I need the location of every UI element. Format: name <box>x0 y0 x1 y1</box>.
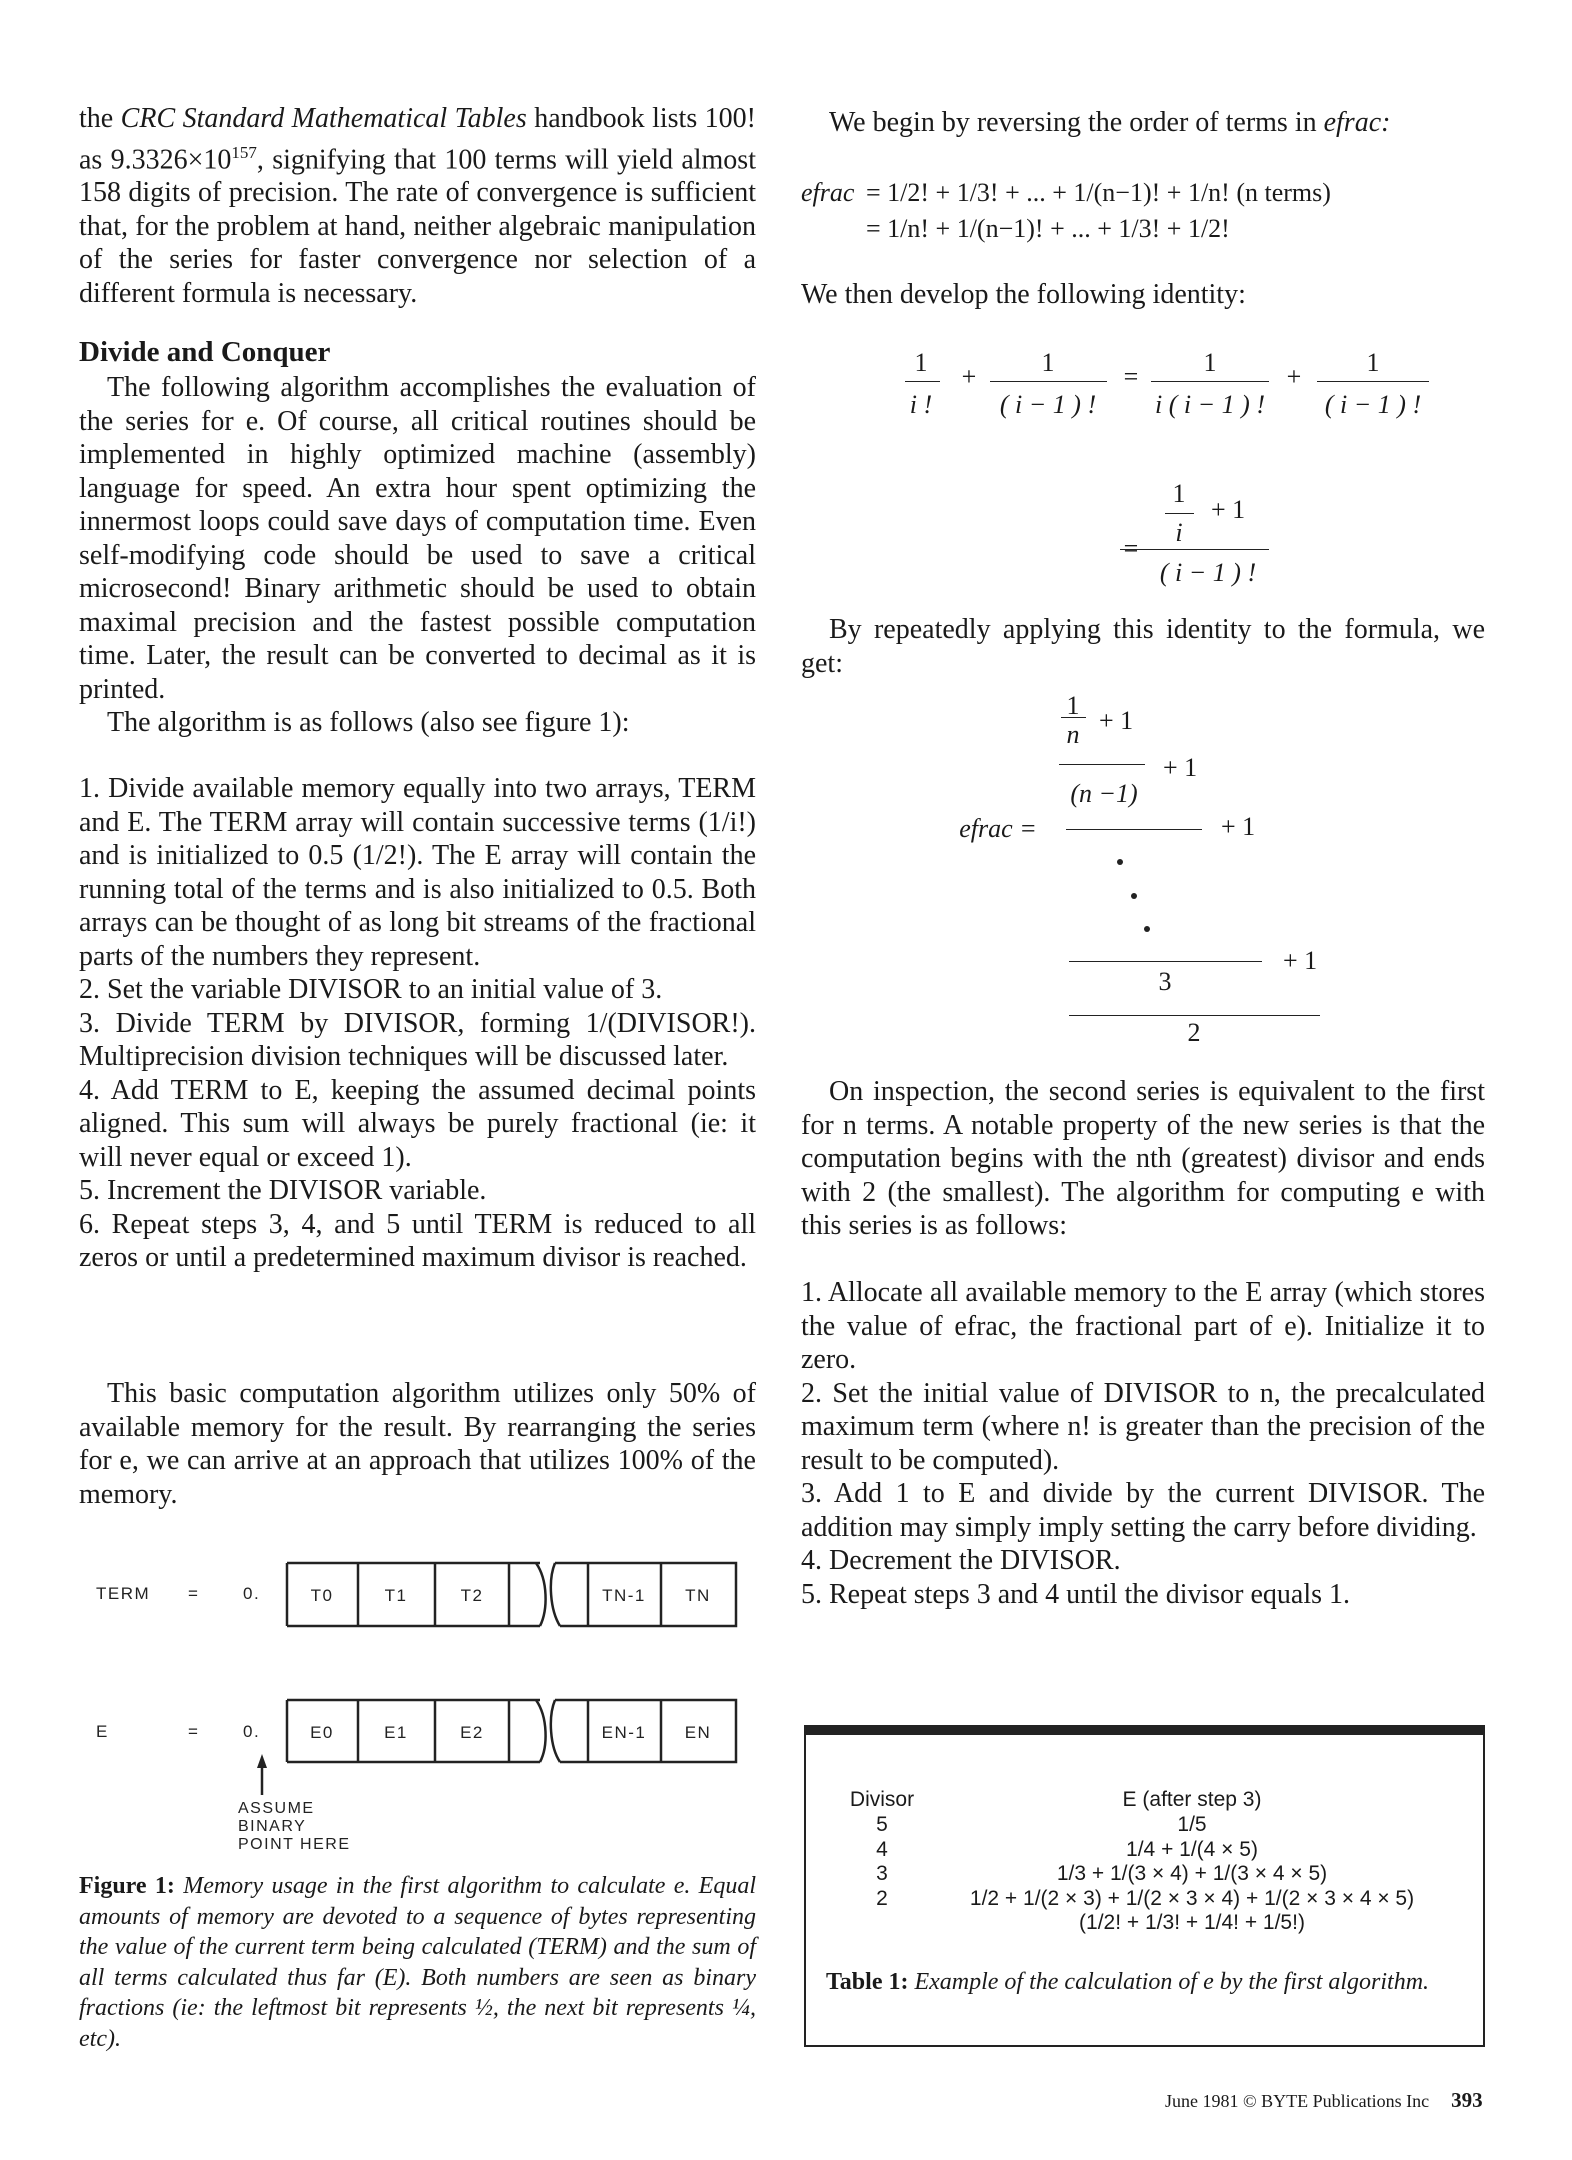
paragraph-follows: The algorithm is as follows (also see figure 1): <box>107 707 630 738</box>
section-heading: Divide and Conquer <box>79 336 331 368</box>
text: handbook lists 100! as 9.3326×10 <box>79 103 756 175</box>
denominator: ( i − 1 ) ! <box>999 390 1097 419</box>
e-label: E <box>96 1722 109 1741</box>
denominator: i ( i − 1 ) ! <box>1155 390 1265 419</box>
numerator: 1 <box>1366 348 1380 377</box>
denominator: (n −1) <box>1070 779 1138 808</box>
term-cell: TN <box>685 1586 711 1605</box>
table-cell: 1/4 + 1/(4 × 5) <box>1126 1838 1258 1861</box>
denominator: i ! <box>909 390 933 419</box>
plus-one: + 1 <box>1211 495 1246 524</box>
fraction-bar <box>1120 549 1269 550</box>
figure-caption-label: Figure 1: <box>79 1873 175 1899</box>
term-cell: T2 <box>460 1586 484 1605</box>
ellipsis-dot <box>1117 859 1123 865</box>
term-cell: TN-1 <box>602 1586 646 1605</box>
step-item: 2. Set the variable DIVISOR to an initial value of 3. <box>79 974 663 1005</box>
binary-point-note: ASSUME <box>238 1800 315 1817</box>
denominator: ( i − 1 ) ! <box>1159 558 1257 587</box>
efrac-term: efrac: <box>1323 107 1391 138</box>
numerator: 1 <box>1066 691 1080 720</box>
e-cell: EN <box>684 1723 712 1742</box>
fraction-bar <box>1061 717 1086 718</box>
table-cell: 4 <box>876 1838 888 1861</box>
fraction-bar <box>990 381 1107 382</box>
memory-diagram <box>0 0 800 1870</box>
numerator: 1 <box>1172 479 1186 508</box>
page-footer <box>1165 2088 1483 2113</box>
table-cell: (1/2! + 1/3! + 1/4! + 1/5!) <box>1079 1911 1305 1934</box>
fraction-bar <box>1069 1015 1320 1016</box>
plus-sign: + <box>1286 362 1302 391</box>
step-item: 4. Add TERM to E, keeping the assumed decimal points aligned. This sum will always be purely fractional (ie: it will never equal or exceed 1). <box>79 1074 756 1173</box>
efrac-label: efrac = <box>959 814 1037 843</box>
ellipsis-dot <box>1131 893 1137 899</box>
zero-point: 0. <box>243 1722 261 1741</box>
term-cell: T1 <box>384 1586 408 1605</box>
table-caption-label: Table 1: <box>826 1969 909 1995</box>
fraction-bar <box>1165 513 1194 514</box>
plus-one: + 1 <box>1163 753 1198 782</box>
table-header-divisor: Divisor <box>849 1788 915 1811</box>
equals-sign: = <box>188 1722 200 1741</box>
denominator: 3 <box>1158 967 1172 996</box>
paragraph-reverse <box>801 106 1485 140</box>
fraction-bar <box>905 381 940 382</box>
plus-one: + 1 <box>1099 706 1134 735</box>
step-item: 5. Repeat steps 3 and 4 until the divisor equals 1. <box>801 1578 1351 1610</box>
book-title: CRC Standard Mathematical Tables <box>120 103 527 134</box>
numerator: 1 <box>914 348 928 377</box>
step-item: 3. Add 1 to E and divide by the current DIVISOR. The addition may simply imply setting the carry before dividing. <box>801 1478 1485 1543</box>
equals-sign: = <box>1123 534 1139 563</box>
equation-line-1: = 1/2! + 1/3! + ... + 1/(n−1)! + 1/n! (n terms) <box>866 178 1331 207</box>
step-item: 3. Divide TERM by DIVISOR, forming 1/(DIVISOR!). Multiprecision division techniques will be discussed later. <box>79 1007 756 1072</box>
binary-point-note: POINT HERE <box>238 1836 351 1853</box>
equals-sign: = <box>1123 362 1139 391</box>
plus-one: + 1 <box>1283 946 1318 975</box>
table-header-e: E (after step 3) <box>1122 1788 1262 1811</box>
paragraph-algorithm: The following algorithm accomplishes the evaluation of the series for e. Of course, all critical routines should be implemented in highly optimized machine (assembly) language for speed. An extra hour spent optimizing the innermost loops could save days of computation time. Even self-modifying code should be used to save a critical microsecond! Binary arithmetic should be used to obtain maximal precision and the fastest possible computation time. Later, the result can be converted to decimal as it is printed. <box>79 372 756 705</box>
table-cell: 1/5 <box>1177 1813 1207 1836</box>
step-item: 4. Decrement the DIVISOR. <box>801 1545 1121 1576</box>
fraction-bar <box>1317 381 1429 382</box>
denominator: ( i − 1 ) ! <box>1324 390 1422 419</box>
step-item: 5. Increment the DIVISOR variable. <box>79 1175 487 1206</box>
plus-sign: + <box>961 362 977 391</box>
term-label: TERM <box>96 1584 151 1603</box>
zero-point: 0. <box>243 1584 261 1603</box>
table-caption <box>826 1967 1469 1997</box>
fraction-bar <box>1066 829 1202 830</box>
equation-line-2: = 1/n! + 1/(n−1)! + ... + 1/3! + 1/2! <box>866 214 1230 243</box>
table-cell: 2 <box>876 1887 888 1910</box>
term-cell: T0 <box>310 1586 334 1605</box>
exponent: 157 <box>231 142 257 162</box>
paragraph-memory: This basic computation algorithm utilizes only 50% of available memory for the result. By rearranging the series for e, we can arrive at an approach that utilizes 100% of the memory. <box>79 1378 756 1510</box>
step-item: 2. Set the initial value of DIVISOR to n, the precalculated maximum term (where n! is greater than the precision of the result to be computed). <box>801 1377 1485 1476</box>
table-cell: 3 <box>876 1862 888 1885</box>
numerator: 1 <box>1203 348 1217 377</box>
paragraph-repeat: By repeatedly applying this identity to the formula, we get: <box>801 614 1485 679</box>
e-cell: EN-1 <box>601 1723 647 1742</box>
fraction-bar <box>1151 381 1269 382</box>
numerator: 1 <box>1041 348 1055 377</box>
fraction-bar <box>1069 961 1262 962</box>
figure-caption-text: Memory usage in the first algorithm to calculate e. Equal amounts of memory are devoted to a sequence of bytes representing the value of the current term being calculated (TERM) and the sum of all terms calculated thus far (E). Both numbers are seen as binary fractions (ie: the leftmost bit represents ½, the next bit represents ¼, etc). <box>79 1873 757 2052</box>
denominator: 2 <box>1187 1018 1201 1047</box>
step-item: 1. Allocate all available memory to the E array (which stores the value of efrac, the fractional part of e). Initialize it to zero. <box>801 1277 1485 1375</box>
fraction-bar <box>1059 764 1145 765</box>
equals-sign: = <box>188 1584 200 1603</box>
e-cell: E1 <box>384 1723 408 1742</box>
e-cell: E2 <box>460 1723 484 1742</box>
table-caption-text: Example of the calculation of e by the first algorithm. <box>914 1969 1430 1995</box>
table-cell: 1/2 + 1/(2 × 3) + 1/(2 × 3 × 4) + 1/(2 × 3 × 4 × 5) <box>969 1887 1415 1910</box>
binary-point-note: BINARY <box>238 1818 307 1835</box>
step-item: 1. Divide available memory equally into two arrays, TERM and E. The TERM array will contain successive terms (1/i!) and is initialized to 0.5 (1/2!). The E array will contain the running total of the terms and is also initialized to 0.5. Both arrays can be thought of as long bit streams of the fractional parts of the numbers they represent. <box>79 773 756 972</box>
text: the <box>79 103 121 134</box>
denominator: i <box>1175 518 1183 547</box>
paragraph-inspection: On inspection, the second series is equivalent to the first for n terms. A notable property of the new series is that the computation begins with the nth (greatest) divisor and ends with 2 (the smallest). The algorithm for computing e with this series is as follows: <box>801 1076 1485 1241</box>
e-cell: E0 <box>310 1723 334 1742</box>
text: , signifying that 100 terms will yield almost 158 digits of precision. The rate of convergence is sufficient that, for the problem at hand, neither algebraic manipulation of the series for faster convergence nor selection of a different formula is necessary. <box>79 143 756 309</box>
table-cell: 5 <box>876 1813 888 1836</box>
denominator: n <box>1066 720 1080 749</box>
step-list-second <box>801 1276 1485 1611</box>
figure-caption <box>79 1871 756 2054</box>
arrow-up-icon <box>257 1754 267 1768</box>
page-number: 393 <box>1451 2088 1483 2112</box>
paragraph-identity: We then develop the following identity: <box>801 279 1246 310</box>
plus-one: + 1 <box>1221 812 1256 841</box>
text: We begin by reversing the order of terms in <box>829 107 1324 138</box>
table-1 <box>804 1725 1485 2047</box>
ellipsis-dot <box>1144 926 1150 932</box>
footer-text: June 1981 © BYTE Publications Inc <box>1165 2091 1430 2111</box>
table-cell: 1/3 + 1/(3 × 4) + 1/(3 × 4 × 5) <box>1056 1862 1328 1885</box>
step-item: 6. Repeat steps 3, 4, and 5 until TERM is reduced to all zeros or until a predetermined maximum divisor is reached. <box>79 1208 756 1273</box>
efrac-label: efrac <box>801 178 855 207</box>
